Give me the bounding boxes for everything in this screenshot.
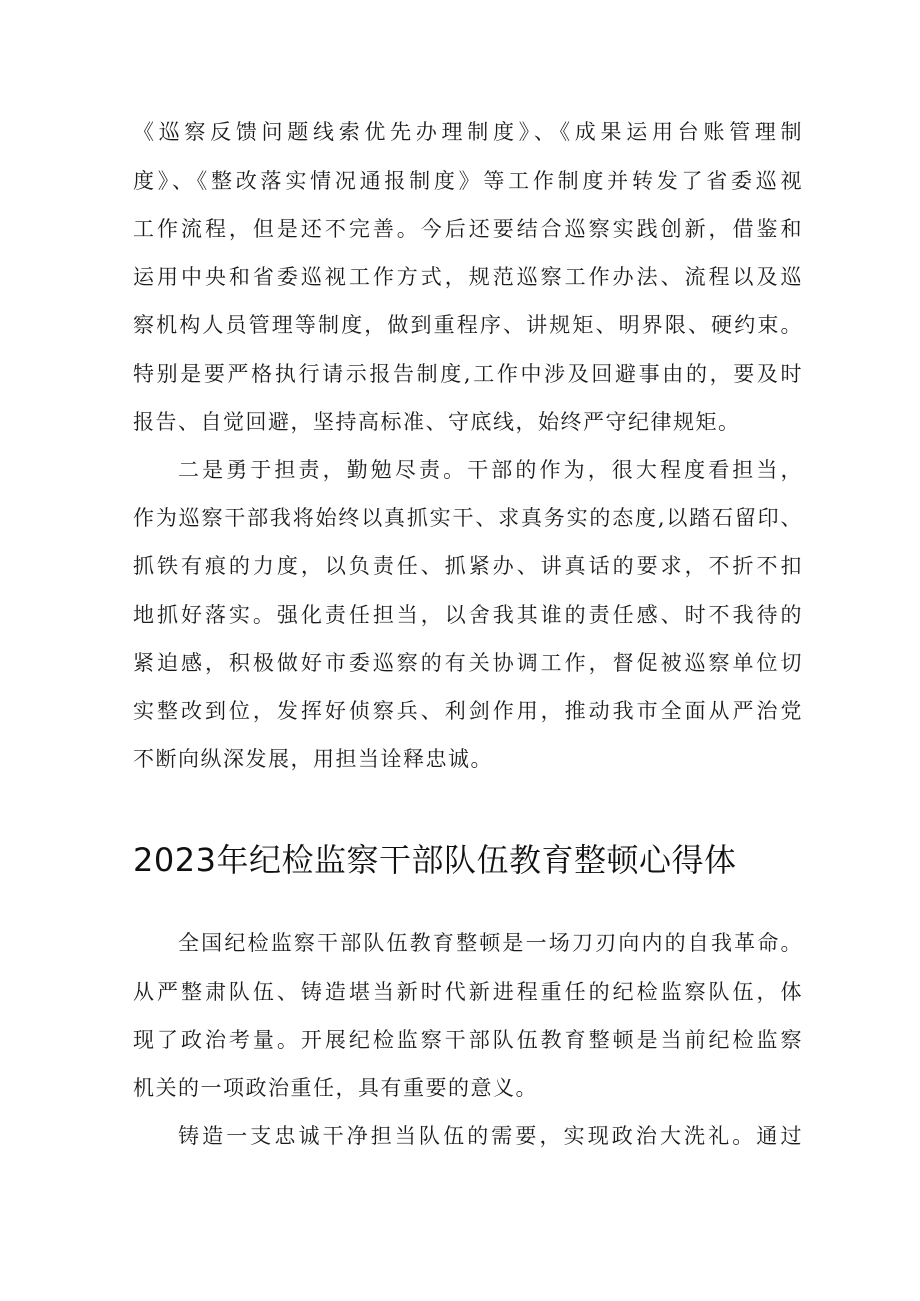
paragraph-line: 从严整肃队伍、铸造堪当新时代新进程重任的纪检监察队伍，体 <box>133 980 803 1004</box>
paragraph-line: 二是勇于担责，勤勉尽责。干部的作为，很大程度看担当， <box>178 458 803 482</box>
paragraph-line: 运用中央和省委巡视工作方式，规范巡察工作办法、流程以及巡 <box>133 265 803 289</box>
paragraph-line: 作为巡察干部我将始终以真抓实干、求真务实的态度,以踏石留印、 <box>133 506 803 530</box>
paragraph-line: 报告、自觉回避，坚持高标准、守底线，始终严守纪律规矩。 <box>133 410 741 434</box>
paragraph-line: 度》、《整改落实情况通报制度》等工作制度并转发了省委巡视 <box>133 169 803 193</box>
paragraph-line: 紧迫感，积极做好市委巡察的有关协调工作，督促被巡察单位切 <box>133 651 803 675</box>
paragraph-line: 《巡察反馈问题线索优先办理制度》、《成果运用台账管理制 <box>133 120 803 144</box>
paragraph-line: 抓铁有痕的力度，以负责任、抓紧办、讲真话的要求，不折不扣 <box>133 554 803 578</box>
section-heading: 2023年纪检监察干部队伍教育整顿心得体 <box>133 841 737 879</box>
paragraph-line: 不断向纵深发展，用担当诠释忠诚。 <box>133 747 493 771</box>
paragraph-line: 地抓好落实。强化责任担当，以舍我其谁的责任感、时不我待的 <box>133 603 803 627</box>
paragraph-line: 全国纪检监察干部队伍教育整顿是一场刀刃向内的自我革命。 <box>178 931 803 955</box>
paragraph-line: 工作流程，但是还不完善。今后还要结合巡察实践创新，借鉴和 <box>133 217 803 241</box>
paragraph-line: 铸造一支忠诚干净担当队伍的需要，实现政治大洗礼。通过 <box>178 1124 803 1148</box>
paragraph-line: 机关的一项政治重任，具有重要的意义。 <box>133 1076 538 1100</box>
paragraph-line: 现了政治考量。开展纪检监察干部队伍教育整顿是当前纪检监察 <box>133 1028 803 1052</box>
paragraph-line: 实整改到位，发挥好侦察兵、利剑作用，推动我市全面从严治党 <box>133 699 803 723</box>
paragraph-line: 察机构人员管理等制度，做到重程序、讲规矩、明界限、硬约束。 <box>133 313 803 337</box>
paragraph-line: 特别是要严格执行请示报告制度,工作中涉及回避事由的，要及时 <box>133 362 803 386</box>
